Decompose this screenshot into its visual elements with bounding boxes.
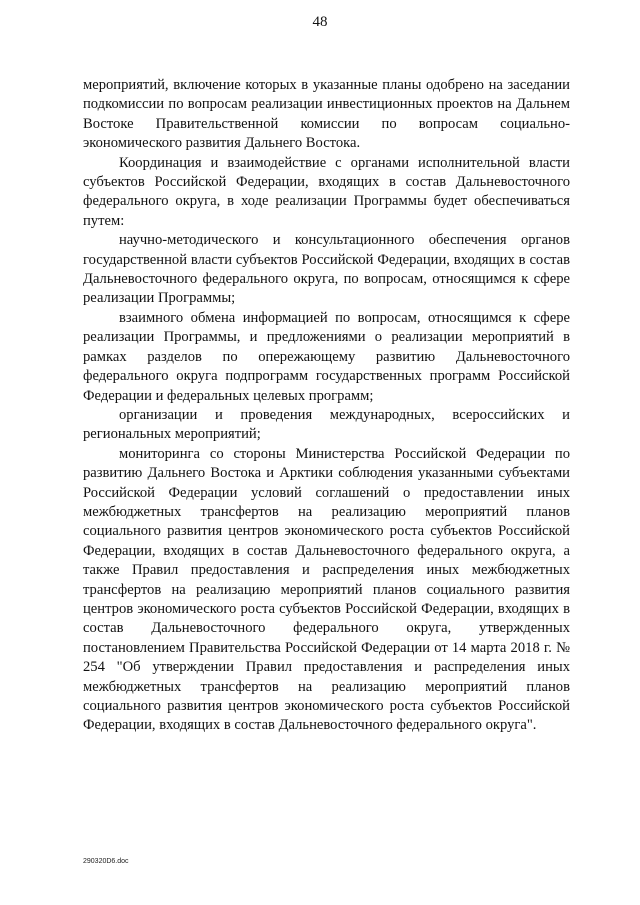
paragraph-continuation: мероприятий, включение которых в указанные планы одобрено на заседании подкомиссии по вопросам реализации инвестиционных проектов на Дальнем Востоке Правительственной комиссии по вопросам социально-экономического развития Дальнего Востока.	[83, 77, 570, 152]
page-number: 48	[312, 14, 328, 30]
paragraph-monitoring: мониторинга со стороны Министерства Российской Федерации по развитию Дальнего Востока и Арктики соблюдения указанными субъектами Российской Федерации условий соглашений о предоставлении иных межбюджетных трансфертов на реализацию мероприятий планов социального развития центров экономического роста субъектов Российской Федерации, входящих в состав Дальневосточного федерального округа, а также Правил предоставления и распределения иных межбюджетных трансфертов на реализацию мероприятий планов социального развития центров экономического роста субъектов Российской Федерации, входящих в состав Дальневосточного федерального округа, утвержденных постановлением Правительства Российской Федерации от 14 марта 2018 г. № 254 "Об утверждении Правил предоставления и распределения иных межбюджетных трансфертов на реализацию мероприятий планов социального развития центров экономического роста субъектов Российской Федерации, входящих в состав Дальневосточного федерального округа".	[83, 445, 570, 734]
paragraph-events: организации и проведения международных, всероссийских и региональных мероприятий;	[83, 406, 570, 443]
paragraph-methodical-support: научно-методического и консультационного обеспечения органов государственной власти субъектов Российской Федерации, входящих в состав Дальневосточного федерального округа, по вопросам, относящимся к сфере реализации Программы;	[83, 232, 570, 307]
document-body	[83, 76, 570, 736]
paragraph-information-exchange: взаимного обмена информацией по вопросам, относящимся к сфере реализации Программы, и предложениями о реализации мероприятий в рамках разделов по опережающему развитию Дальневосточного федерального округа подпрограмм государственных программ Российской Федерации и федеральных целевых программ;	[83, 309, 570, 404]
paragraph-coordination: Координация и взаимодействие с органами исполнительной власти субъектов Российской Федерации, входящих в состав Дальневосточного федерального округа, в ходе реализации Программы будет обеспечиваться путем:	[83, 154, 570, 229]
document-file-code: 290320D6.doc	[83, 858, 129, 865]
